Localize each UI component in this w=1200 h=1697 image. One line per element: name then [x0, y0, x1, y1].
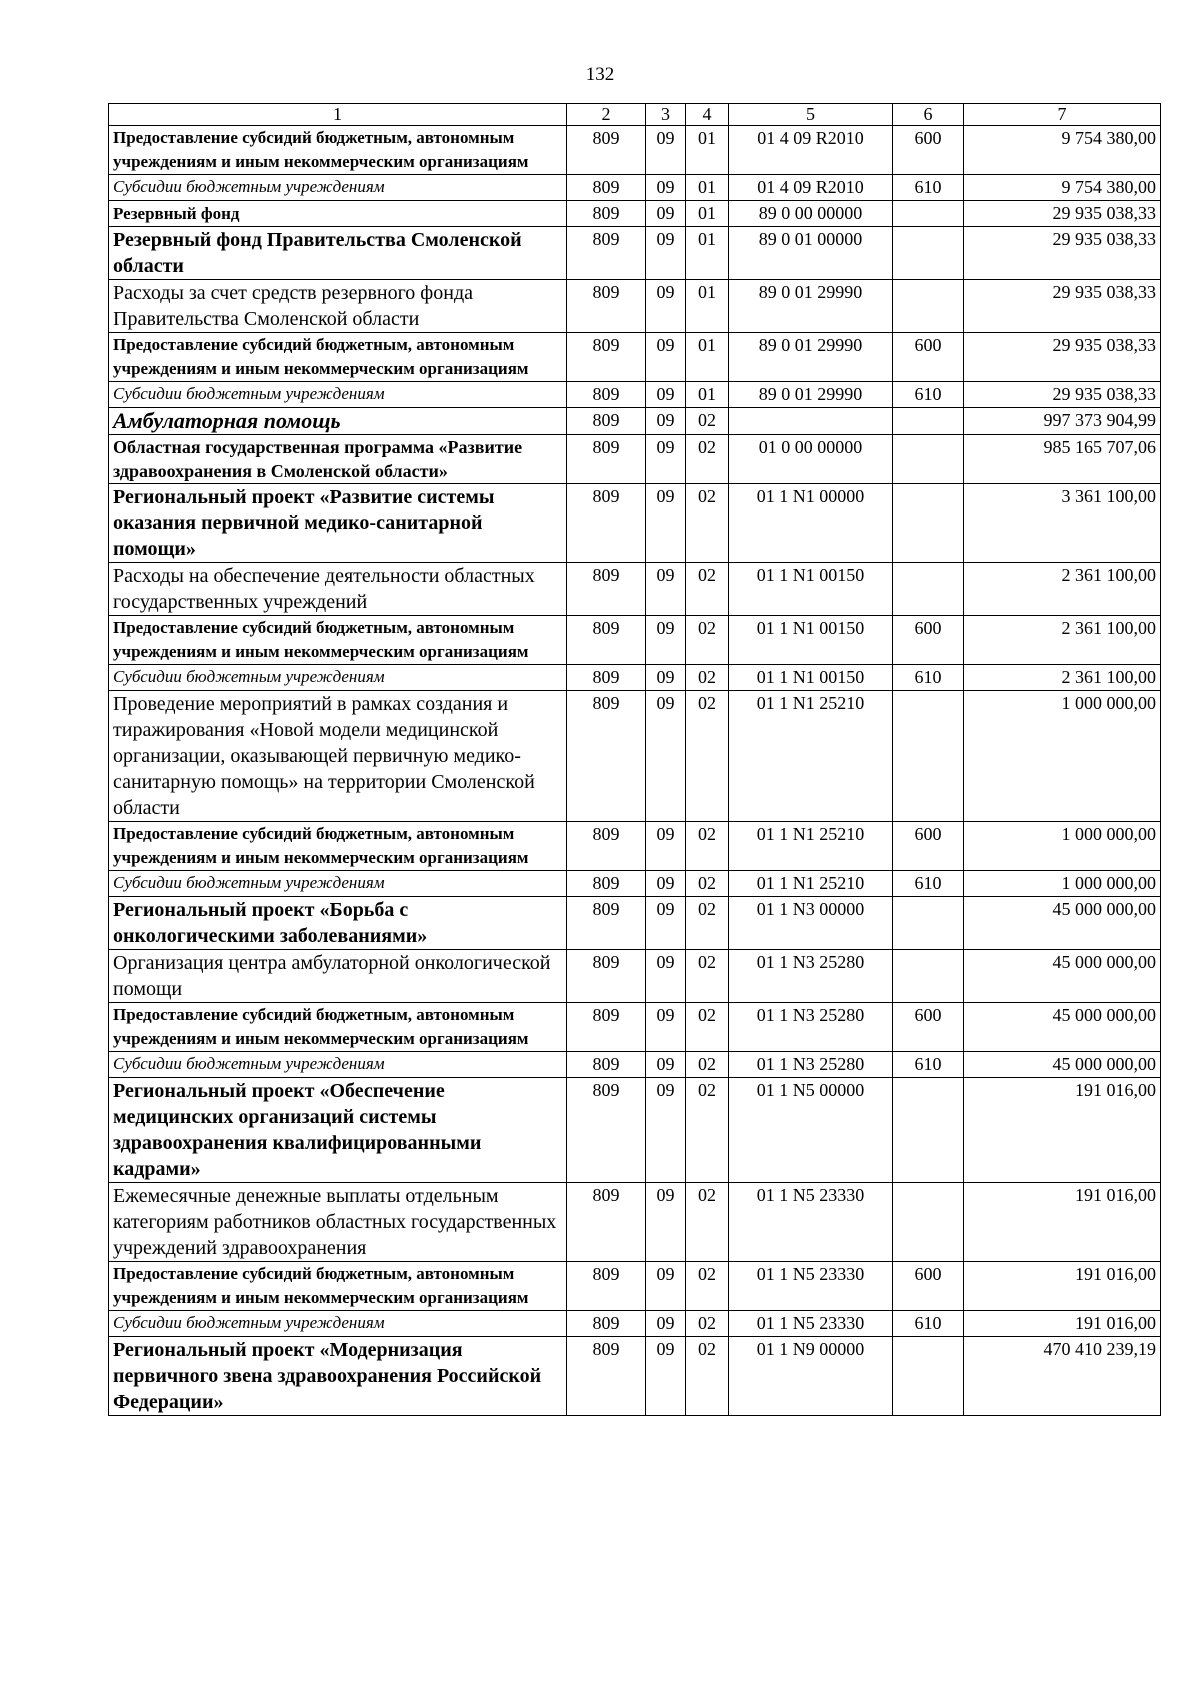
row-name-cell: Региональный проект «Модернизация первичного звена здравоохранения Российской Федерации»: [109, 1337, 567, 1416]
row-subsection-cell: 02: [686, 871, 729, 897]
row-admin-code-cell: 809: [567, 616, 646, 665]
row-amount-cell: 470 410 239,19: [964, 1337, 1161, 1416]
row-section-cell: 09: [646, 1052, 686, 1078]
row-amount-cell: 2 361 100,00: [964, 616, 1161, 665]
row-target-article-cell: 01 1 N3 25280: [729, 1052, 893, 1078]
row-name-cell: Резервный фонд: [109, 201, 567, 227]
row-subsection-cell: 02: [686, 1311, 729, 1337]
row-name-cell: Предоставление субсидий бюджетным, автономным учреждениям и иным некоммерческим организациям: [109, 333, 567, 382]
row-section-cell: 09: [646, 280, 686, 333]
row-section-cell: 09: [646, 1337, 686, 1416]
row-target-article-cell: 01 1 N5 00000: [729, 1078, 893, 1183]
row-target-article-cell: 89 0 01 00000: [729, 227, 893, 280]
row-admin-code-cell: 809: [567, 1078, 646, 1183]
row-name-cell: Предоставление субсидий бюджетным, автономным учреждениям и иным некоммерческим организациям: [109, 616, 567, 665]
header-cell-2: 2: [567, 104, 646, 126]
header-row: [109, 104, 1161, 126]
row-expense-type-cell: [893, 227, 964, 280]
table-row: [109, 126, 1161, 175]
row-section-cell: 09: [646, 665, 686, 691]
header-cell-1: 1: [109, 104, 567, 126]
row-expense-type-cell: 610: [893, 665, 964, 691]
row-admin-code-cell: 809: [567, 1183, 646, 1262]
row-expense-type-cell: [893, 484, 964, 563]
table-row: [109, 1003, 1161, 1052]
row-subsection-cell: 02: [686, 665, 729, 691]
row-section-cell: 09: [646, 175, 686, 201]
row-section-cell: 09: [646, 616, 686, 665]
row-target-article-cell: 01 1 N1 25210: [729, 871, 893, 897]
row-admin-code-cell: 809: [567, 665, 646, 691]
row-target-article-cell: 01 1 N3 00000: [729, 897, 893, 950]
row-section-cell: 09: [646, 201, 686, 227]
row-admin-code-cell: 809: [567, 1337, 646, 1416]
row-amount-cell: 1 000 000,00: [964, 822, 1161, 871]
row-target-article-cell: 01 1 N1 00150: [729, 563, 893, 616]
row-amount-cell: 29 935 038,33: [964, 201, 1161, 227]
row-expense-type-cell: 600: [893, 126, 964, 175]
table-row: [109, 175, 1161, 201]
row-subsection-cell: 02: [686, 408, 729, 435]
row-section-cell: 09: [646, 1311, 686, 1337]
row-subsection-cell: 01: [686, 333, 729, 382]
row-section-cell: 09: [646, 1183, 686, 1262]
row-target-article-cell: 01 1 N3 25280: [729, 950, 893, 1003]
row-admin-code-cell: 809: [567, 1311, 646, 1337]
row-expense-type-cell: [893, 563, 964, 616]
row-section-cell: 09: [646, 484, 686, 563]
row-amount-cell: 29 935 038,33: [964, 333, 1161, 382]
row-expense-type-cell: 600: [893, 822, 964, 871]
row-name-cell: Проведение мероприятий в рамках создания и тиражирования «Новой модели медицинской организации, оказывающей первичную медико-санитарную помощь» на территории Смоленской области: [109, 691, 567, 822]
row-subsection-cell: 01: [686, 382, 729, 408]
row-admin-code-cell: 809: [567, 382, 646, 408]
row-subsection-cell: 02: [686, 950, 729, 1003]
row-expense-type-cell: 610: [893, 175, 964, 201]
row-subsection-cell: 01: [686, 126, 729, 175]
row-subsection-cell: 02: [686, 822, 729, 871]
row-subsection-cell: 02: [686, 897, 729, 950]
table-row: [109, 201, 1161, 227]
row-expense-type-cell: [893, 1337, 964, 1416]
row-amount-cell: 9 754 380,00: [964, 175, 1161, 201]
row-amount-cell: 191 016,00: [964, 1311, 1161, 1337]
table-row: [109, 950, 1161, 1003]
row-name-cell: Субсидии бюджетным учреждениям: [109, 871, 567, 897]
table-row: [109, 665, 1161, 691]
row-target-article-cell: 01 1 N5 23330: [729, 1262, 893, 1311]
row-target-article-cell: [729, 408, 893, 435]
row-section-cell: 09: [646, 1262, 686, 1311]
header-cell-3: 3: [646, 104, 686, 126]
row-expense-type-cell: [893, 435, 964, 484]
row-name-cell: Областная государственная программа «Развитие здравоохранения в Смоленской области»: [109, 435, 567, 484]
row-section-cell: 09: [646, 1078, 686, 1183]
row-target-article-cell: 01 4 09 R2010: [729, 126, 893, 175]
row-admin-code-cell: 809: [567, 227, 646, 280]
row-name-cell: Амбулаторная помощь: [109, 408, 567, 435]
row-amount-cell: 45 000 000,00: [964, 950, 1161, 1003]
row-admin-code-cell: 809: [567, 126, 646, 175]
row-section-cell: 09: [646, 563, 686, 616]
row-target-article-cell: 01 1 N9 00000: [729, 1337, 893, 1416]
table-row: [109, 227, 1161, 280]
row-expense-type-cell: 600: [893, 616, 964, 665]
row-name-cell: Субсидии бюджетным учреждениям: [109, 1052, 567, 1078]
row-name-cell: Предоставление субсидий бюджетным, автономным учреждениям и иным некоммерческим организациям: [109, 822, 567, 871]
row-section-cell: 09: [646, 1003, 686, 1052]
row-section-cell: 09: [646, 897, 686, 950]
row-section-cell: 09: [646, 871, 686, 897]
header-cell-6: 6: [893, 104, 964, 126]
row-admin-code-cell: 809: [567, 1052, 646, 1078]
row-name-cell: Региональный проект «Борьба с онкологическими заболеваниями»: [109, 897, 567, 950]
table-row: [109, 1183, 1161, 1262]
row-expense-type-cell: [893, 1078, 964, 1183]
row-target-article-cell: 01 1 N1 00150: [729, 665, 893, 691]
row-amount-cell: 9 754 380,00: [964, 126, 1161, 175]
table-row: [109, 871, 1161, 897]
row-expense-type-cell: [893, 1183, 964, 1262]
row-admin-code-cell: 809: [567, 871, 646, 897]
row-section-cell: 09: [646, 382, 686, 408]
row-section-cell: 09: [646, 822, 686, 871]
row-section-cell: 09: [646, 950, 686, 1003]
row-name-cell: Субсидии бюджетным учреждениям: [109, 1311, 567, 1337]
row-amount-cell: 2 361 100,00: [964, 665, 1161, 691]
row-admin-code-cell: 809: [567, 435, 646, 484]
row-section-cell: 09: [646, 435, 686, 484]
table-row: [109, 1337, 1161, 1416]
row-amount-cell: 2 361 100,00: [964, 563, 1161, 616]
row-expense-type-cell: [893, 950, 964, 1003]
row-amount-cell: 1 000 000,00: [964, 691, 1161, 822]
row-admin-code-cell: 809: [567, 691, 646, 822]
row-target-article-cell: 01 1 N1 00150: [729, 616, 893, 665]
row-section-cell: 09: [646, 691, 686, 822]
row-name-cell: Предоставление субсидий бюджетным, автономным учреждениям и иным некоммерческим организациям: [109, 126, 567, 175]
row-expense-type-cell: 610: [893, 1311, 964, 1337]
row-admin-code-cell: 809: [567, 897, 646, 950]
row-target-article-cell: 89 0 00 00000: [729, 201, 893, 227]
row-name-cell: Субсидии бюджетным учреждениям: [109, 382, 567, 408]
row-subsection-cell: 02: [686, 1078, 729, 1183]
row-expense-type-cell: [893, 280, 964, 333]
page-number: 132: [585, 64, 615, 85]
table-row: [109, 382, 1161, 408]
row-name-cell: Расходы на обеспечение деятельности областных государственных учреждений: [109, 563, 567, 616]
row-amount-cell: 45 000 000,00: [964, 1003, 1161, 1052]
table-body: [109, 104, 1161, 1416]
row-name-cell: Субсидии бюджетным учреждениям: [109, 175, 567, 201]
header-cell-4: 4: [686, 104, 729, 126]
row-expense-type-cell: 600: [893, 1262, 964, 1311]
row-admin-code-cell: 809: [567, 563, 646, 616]
table-row: [109, 1052, 1161, 1078]
row-subsection-cell: 01: [686, 175, 729, 201]
row-name-cell: Расходы за счет средств резервного фонда Правительства Смоленской области: [109, 280, 567, 333]
table-row: [109, 897, 1161, 950]
row-expense-type-cell: 610: [893, 871, 964, 897]
row-subsection-cell: 02: [686, 616, 729, 665]
row-target-article-cell: 01 1 N1 00000: [729, 484, 893, 563]
row-name-cell: Ежемесячные денежные выплаты отдельным категориям работников областных государственных учреждений здравоохранения: [109, 1183, 567, 1262]
table-row: [109, 1262, 1161, 1311]
row-section-cell: 09: [646, 126, 686, 175]
row-target-article-cell: 01 0 00 00000: [729, 435, 893, 484]
row-section-cell: 09: [646, 408, 686, 435]
row-admin-code-cell: 809: [567, 280, 646, 333]
row-name-cell: Организация центра амбулаторной онкологической помощи: [109, 950, 567, 1003]
row-name-cell: Региональный проект «Обеспечение медицинских организаций системы здравоохранения квалифицированными кадрами»: [109, 1078, 567, 1183]
row-target-article-cell: 01 4 09 R2010: [729, 175, 893, 201]
header-cell-5: 5: [729, 104, 893, 126]
row-target-article-cell: 01 1 N5 23330: [729, 1183, 893, 1262]
row-subsection-cell: 01: [686, 280, 729, 333]
row-amount-cell: 191 016,00: [964, 1183, 1161, 1262]
row-subsection-cell: 01: [686, 227, 729, 280]
row-expense-type-cell: [893, 201, 964, 227]
row-amount-cell: 29 935 038,33: [964, 227, 1161, 280]
row-amount-cell: 3 361 100,00: [964, 484, 1161, 563]
row-name-cell: Субсидии бюджетным учреждениям: [109, 665, 567, 691]
table-row: [109, 484, 1161, 563]
table-row: [109, 616, 1161, 665]
row-name-cell: Предоставление субсидий бюджетным, автономным учреждениям и иным некоммерческим организациям: [109, 1262, 567, 1311]
row-amount-cell: 29 935 038,33: [964, 280, 1161, 333]
row-expense-type-cell: 610: [893, 382, 964, 408]
row-target-article-cell: 01 1 N3 25280: [729, 1003, 893, 1052]
row-admin-code-cell: 809: [567, 333, 646, 382]
row-name-cell: Резервный фонд Правительства Смоленской области: [109, 227, 567, 280]
row-amount-cell: 997 373 904,99: [964, 408, 1161, 435]
table-row: [109, 435, 1161, 484]
row-subsection-cell: 02: [686, 1052, 729, 1078]
row-subsection-cell: 02: [686, 563, 729, 616]
row-amount-cell: 191 016,00: [964, 1262, 1161, 1311]
row-expense-type-cell: 600: [893, 1003, 964, 1052]
row-target-article-cell: 01 1 N1 25210: [729, 691, 893, 822]
row-subsection-cell: 02: [686, 1337, 729, 1416]
table-row: [109, 822, 1161, 871]
row-subsection-cell: 02: [686, 484, 729, 563]
table-row: [109, 691, 1161, 822]
row-target-article-cell: 89 0 01 29990: [729, 382, 893, 408]
row-amount-cell: 985 165 707,06: [964, 435, 1161, 484]
row-amount-cell: 45 000 000,00: [964, 897, 1161, 950]
row-admin-code-cell: 809: [567, 408, 646, 435]
row-target-article-cell: 89 0 01 29990: [729, 333, 893, 382]
row-admin-code-cell: 809: [567, 822, 646, 871]
table-row: [109, 1311, 1161, 1337]
row-subsection-cell: 02: [686, 1003, 729, 1052]
row-admin-code-cell: 809: [567, 950, 646, 1003]
row-name-cell: Региональный проект «Развитие системы оказания первичной медико-санитарной помощи»: [109, 484, 567, 563]
row-subsection-cell: 02: [686, 1262, 729, 1311]
row-admin-code-cell: 809: [567, 484, 646, 563]
table-row: [109, 333, 1161, 382]
row-name-cell: Предоставление субсидий бюджетным, автономным учреждениям и иным некоммерческим организациям: [109, 1003, 567, 1052]
row-target-article-cell: 01 1 N5 23330: [729, 1311, 893, 1337]
row-admin-code-cell: 809: [567, 201, 646, 227]
table-row: [109, 408, 1161, 435]
header-cell-7: 7: [964, 104, 1161, 126]
row-amount-cell: 29 935 038,33: [964, 382, 1161, 408]
table-row: [109, 563, 1161, 616]
row-subsection-cell: 02: [686, 1183, 729, 1262]
row-amount-cell: 191 016,00: [964, 1078, 1161, 1183]
row-expense-type-cell: [893, 691, 964, 822]
row-expense-type-cell: 610: [893, 1052, 964, 1078]
table-row: [109, 1078, 1161, 1183]
row-expense-type-cell: 600: [893, 333, 964, 382]
row-expense-type-cell: [893, 408, 964, 435]
row-subsection-cell: 02: [686, 691, 729, 822]
budget-table: [108, 103, 1161, 1416]
row-subsection-cell: 02: [686, 435, 729, 484]
row-admin-code-cell: 809: [567, 1262, 646, 1311]
row-target-article-cell: 89 0 01 29990: [729, 280, 893, 333]
row-admin-code-cell: 809: [567, 175, 646, 201]
row-subsection-cell: 01: [686, 201, 729, 227]
row-target-article-cell: 01 1 N1 25210: [729, 822, 893, 871]
row-amount-cell: 1 000 000,00: [964, 871, 1161, 897]
row-section-cell: 09: [646, 333, 686, 382]
table-row: [109, 280, 1161, 333]
row-section-cell: 09: [646, 227, 686, 280]
row-expense-type-cell: [893, 897, 964, 950]
row-amount-cell: 45 000 000,00: [964, 1052, 1161, 1078]
row-admin-code-cell: 809: [567, 1003, 646, 1052]
